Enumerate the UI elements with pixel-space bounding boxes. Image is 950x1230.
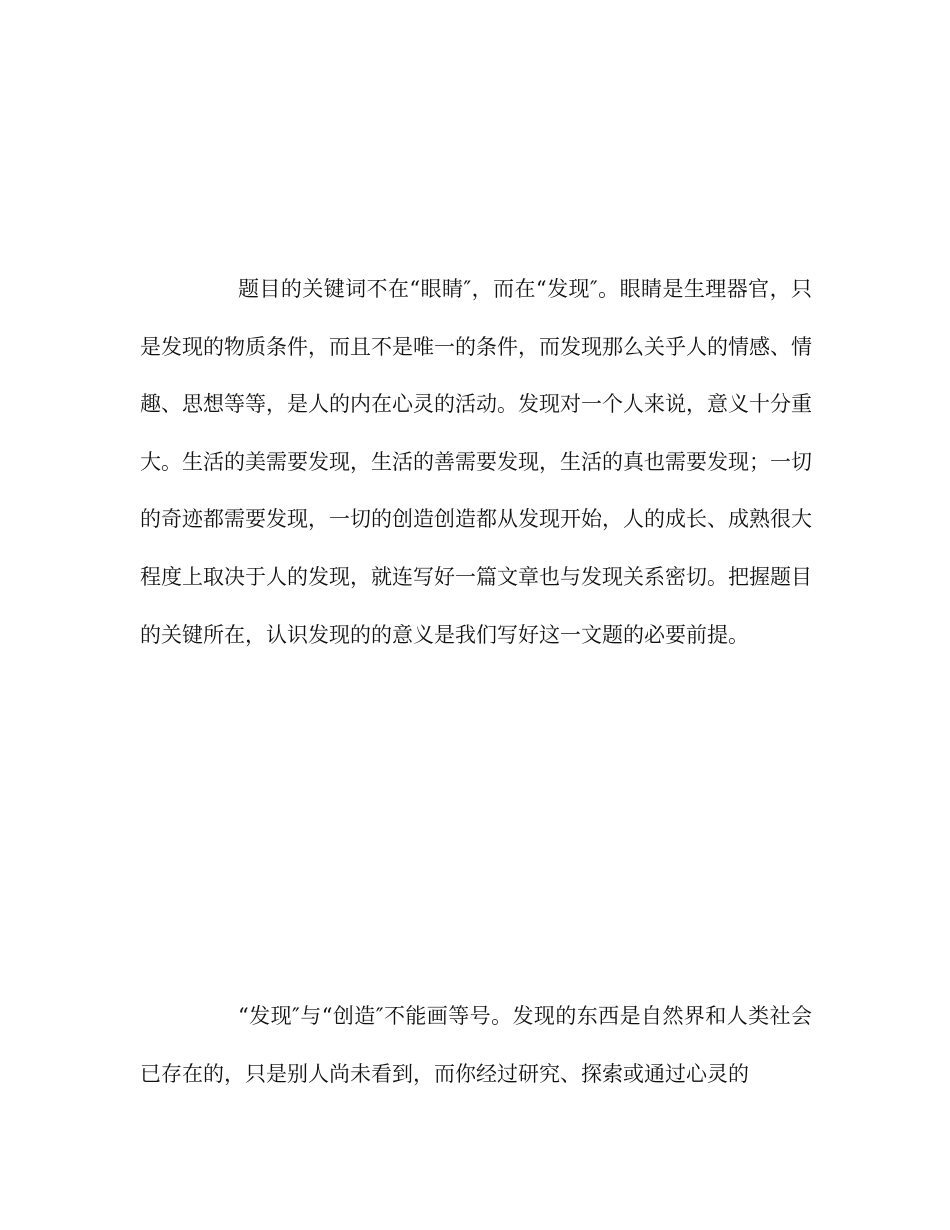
body-paragraph-1: 题目的关键词不在“眼睛″，而在“发现″。眼睛是生理器官，只是发现的物质条件，而且不是唯一的条件，而发现那么关乎人的情感、情趣、思想等等，是人的内在心灵的活动。发现对一个人来说，意义十分重大。生活的美需要发现，生活的善需要发现，生活的真也需要发现；一切的奇迹都需要发现，一切的创造创造都从发现开始，人的成长、成熟很大程度上取决于人的发现，就连写好一篇文章也与发现关系密切。把握题目的关键所在，认识发现的的意义是我们写好这一文题的必要前提。 bbox=[140, 277, 812, 647]
body-paragraph-2: “发现″与“创造″不能画等号。发现的东西是自然界和人类社会已存在的，只是别人尚未看到，而你经过研究、探索或通过心灵的 bbox=[140, 1004, 812, 1086]
